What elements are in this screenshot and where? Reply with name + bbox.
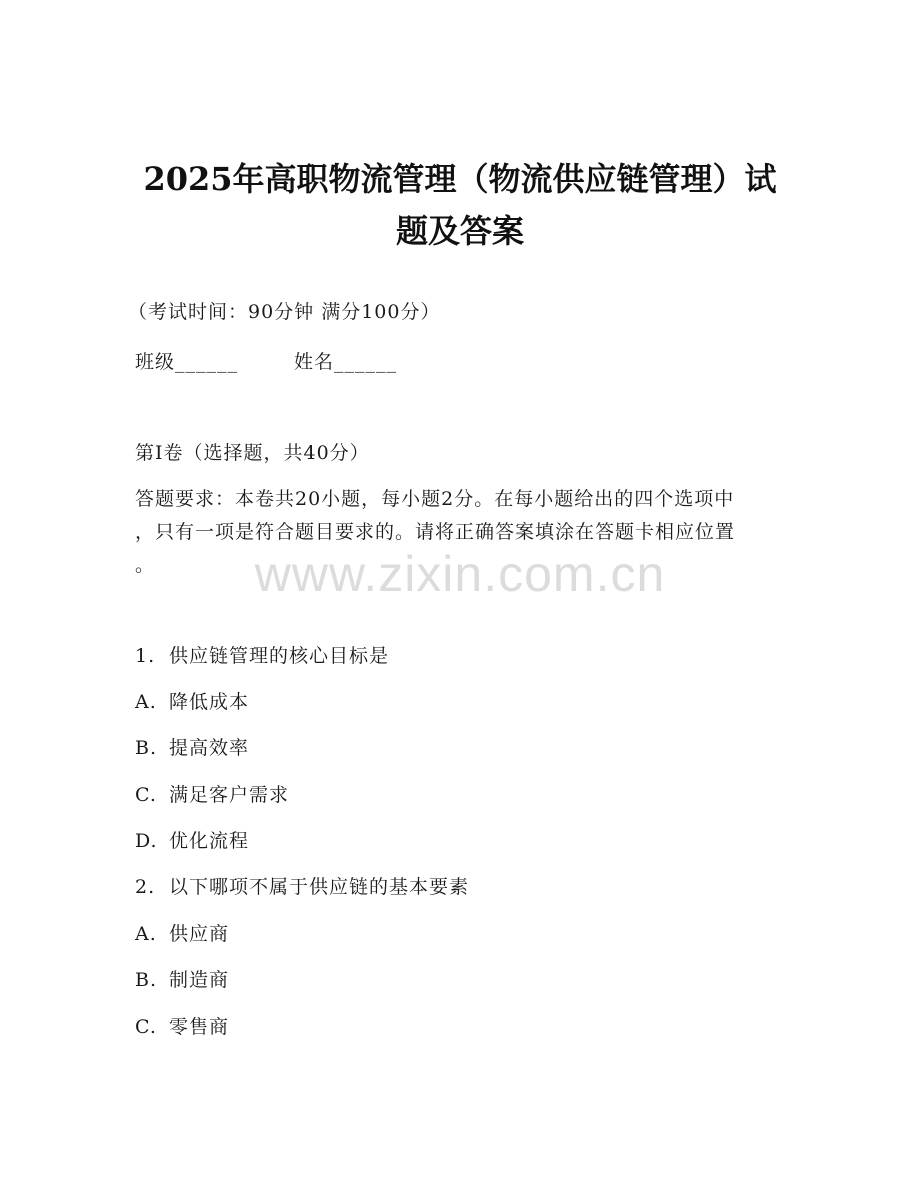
watermark: www.zixin.com.cn bbox=[254, 546, 666, 602]
option-label: A. bbox=[135, 691, 157, 713]
option-text: 提高效率 bbox=[169, 737, 250, 759]
instructions-line-3: 。 bbox=[135, 554, 156, 576]
question-text: 以下哪项不属于供应链的基本要素 bbox=[169, 876, 470, 898]
instructions-line-2: ，只有一项是符合题目要求的。请将正确答案填涂在答题卡相应位置 bbox=[135, 521, 736, 543]
document-title-line-2: 题及答案 bbox=[395, 212, 524, 250]
question-2-option-a bbox=[135, 920, 229, 948]
option-text: 优化流程 bbox=[169, 830, 250, 852]
question-number: 1. bbox=[135, 645, 156, 667]
option-label: B. bbox=[135, 737, 158, 759]
name-field: 姓名______ bbox=[294, 351, 398, 373]
question-1-option-a bbox=[135, 688, 249, 716]
option-text: 零售商 bbox=[169, 1016, 230, 1038]
option-label: A. bbox=[135, 923, 157, 945]
option-text: 供应商 bbox=[169, 923, 230, 945]
question-number: 2. bbox=[135, 876, 156, 898]
document-title-line-1: 2025年高职物流管理（物流供应链管理）试 bbox=[143, 160, 777, 198]
question-1 bbox=[135, 642, 389, 670]
option-label: C. bbox=[135, 1016, 157, 1038]
option-text: 降低成本 bbox=[169, 691, 250, 713]
question-1-option-b bbox=[135, 734, 249, 762]
question-2-option-b bbox=[135, 966, 229, 994]
section-heading: 第I卷（选择题，共40分） bbox=[135, 442, 370, 464]
question-2 bbox=[135, 873, 469, 901]
instructions-line-1: 答题要求：本卷共20小题，每小题2分。在每小题给出的四个选项中 bbox=[135, 488, 735, 510]
option-text: 满足客户需求 bbox=[169, 784, 290, 806]
option-label: B. bbox=[135, 969, 158, 991]
class-field: 班级______ bbox=[135, 351, 239, 373]
option-label: C. bbox=[135, 784, 157, 806]
question-1-option-d bbox=[135, 827, 249, 855]
question-1-option-c bbox=[135, 781, 289, 809]
question-2-option-c bbox=[135, 1013, 229, 1041]
option-label: D. bbox=[135, 830, 158, 852]
option-text: 制造商 bbox=[169, 969, 230, 991]
exam-info: （考试时间：90分钟 满分100分） bbox=[128, 301, 441, 323]
question-text: 供应链管理的核心目标是 bbox=[169, 645, 390, 667]
